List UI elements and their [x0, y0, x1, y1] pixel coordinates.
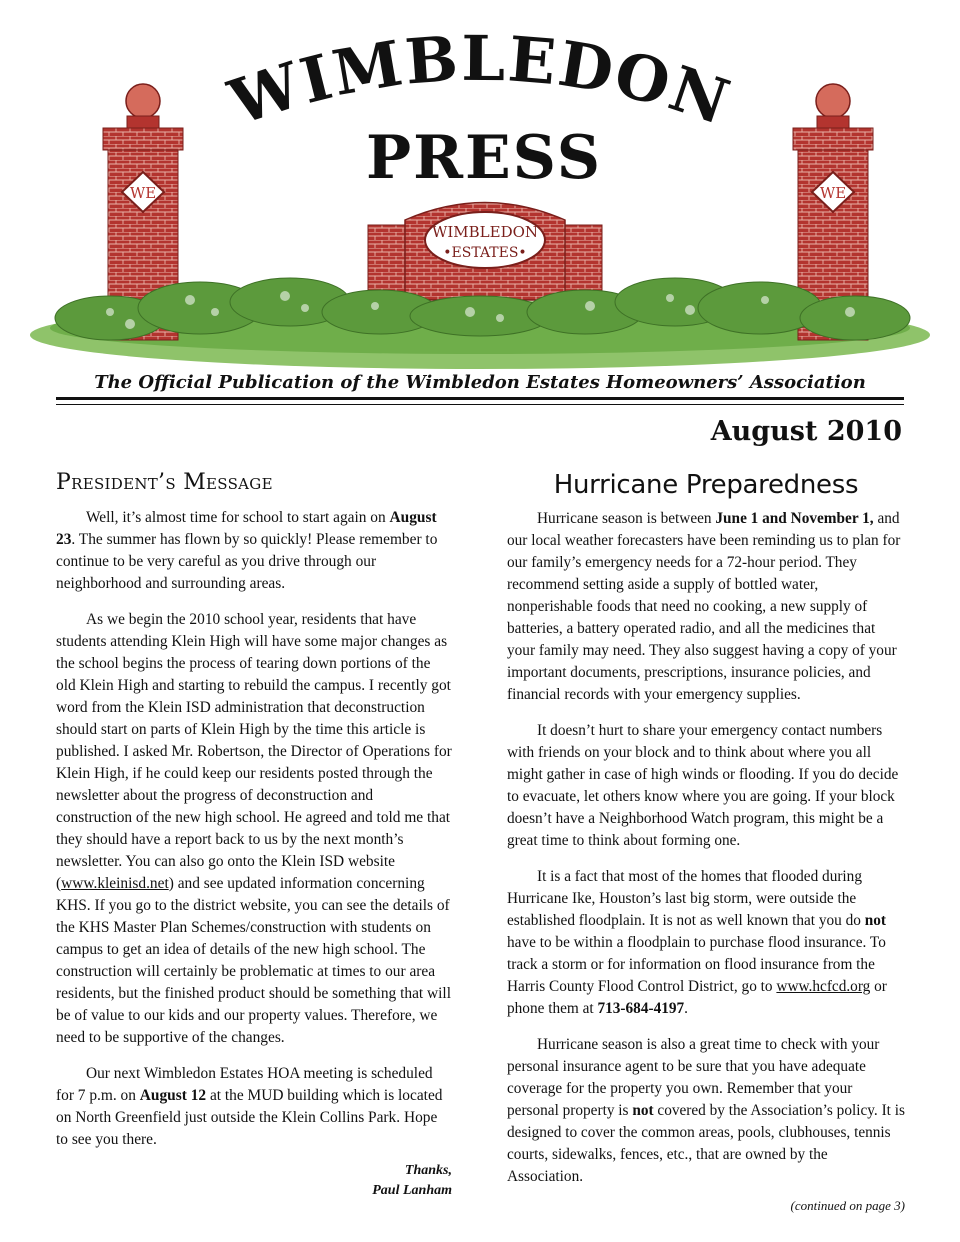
- issue-date: August 2010: [710, 416, 902, 447]
- continued-note: (continued on page 3): [790, 1198, 905, 1213]
- hcfcd-phone: 713-684-4197: [597, 1000, 685, 1017]
- hurricane-paragraph-3: It is a fact that most of the homes that flooded during Hurricane Ike, Houston’s last big storm, were outside the established floodplain. It is not as well known that you do not have to be within a floodplain to purchase flood insurance. To track a storm or for information on flood insurance from the Harris County Flood Control District, go to www.hcfcd.org or phone them at 713-684-4197.: [507, 868, 887, 1017]
- presidents-paragraph-2: As we begin the 2010 school year, residents that have students attending Klein High will have some major changes as the school begins the process of tearing down portions of the old Klein High and starting to rebuild the campus. I recently got word from the Klein ISD administration that deconstruction should start on parts of Klein High by the time this article is published. I asked Mr. Robertson, the Director of Operations for Klein High, if he could keep our residents posted through the newsletter about the progress of deconstruction and construction of the new high school. He agreed and told me that they should have a report back to us by the next month’s newsletter. You can also go onto the Klein ISD website (www.kleinisd.net) and see updated information concerning KHS. If you go to the district website, you can see the details of the KHS Master Plan Schemes/construction with students on campus to get an idea of details of the new high school. The construction will certainly be problematic at times to our area residents, but the finished product should be something that will be of value to our kids and our property values. Therefore, we need to be supportive of the changes.: [56, 611, 452, 1046]
- sign-line-1: WIMBLEDON: [431, 223, 539, 241]
- title-press: PRESS: [365, 123, 603, 193]
- sign-line-2: •ESTATES•: [443, 245, 527, 261]
- hurricane-paragraph-1: Hurricane season is between June 1 and November 1, and our local weather forecasters have been reminding us to plan for our family’s emergency needs for a 72-hour period. They recommend setting aside a supply of bottled water, nonperishable foods that need no cooking, a new supply of batteries, a battery operated radio, and all the medicines that your family may need. They also suggest having a copy of your important documents, prescriptions, insurance policies, and financial records with your emergency supplies.: [507, 510, 901, 703]
- left-pillar-monogram: WE: [129, 184, 157, 202]
- right-pillar-monogram: WE: [819, 184, 847, 202]
- title-wimbledon: WIMBLEDON: [220, 21, 740, 140]
- presidents-paragraph-1: Well, it’s almost time for school to start again on August 23. The summer has flown by so quickly! Please remember to continue to be very careful as you drive through our neighborhood and surrounding areas.: [56, 509, 438, 592]
- estates-sign: [368, 203, 602, 301]
- masthead-illustration: [0, 0, 960, 380]
- hurricane-paragraph-4: Hurricane season is also a great time to check with your personal insurance agent to be sure that you have adequate coverage for the property you own. Remember that your personal property is not covered by the Association’s policy. It is designed to cover the common areas, pools, clubhouses, tennis courts, sidewalks, fences, etc., that are owned by the Association.: [507, 1036, 905, 1185]
- signoff-thanks: Thanks,: [404, 1163, 452, 1178]
- signoff-name: Paul Lanham: [372, 1183, 452, 1198]
- hurricane-column: [507, 470, 905, 1214]
- hurricane-heading: Hurricane Preparedness: [553, 470, 859, 500]
- presidents-message-column: [56, 470, 452, 1201]
- hcfcd-link[interactable]: www.hcfcd.org: [776, 978, 871, 995]
- presidents-paragraph-3: Our next Wimbledon Estates HOA meeting is scheduled for 7 p.m. on August 12 at the MUD building which is located on North Greenfield just outside the Klein Collins Park. Hope to see you there.: [56, 1065, 443, 1148]
- masthead-rule-thick: [56, 397, 904, 400]
- masthead-rule-thin: [56, 404, 904, 405]
- kleinisd-link[interactable]: www.kleinisd.net: [61, 875, 169, 892]
- presidents-message-heading: President’s Message: [56, 470, 273, 495]
- hurricane-paragraph-2: It doesn’t hurt to share your emergency contact numbers with friends on your block and to think about where you all might gather in case of high winds or flooding. If you do decide to evacuate, let others know where you are going. If your block doesn’t have a Neighborhood Watch program, this might be a great time to think about forming one.: [507, 722, 899, 849]
- tagline: The Official Publication of the Wimbledon Estates Homeowners’ Association: [94, 372, 866, 393]
- signoff: [56, 1161, 452, 1201]
- masthead: [0, 0, 960, 380]
